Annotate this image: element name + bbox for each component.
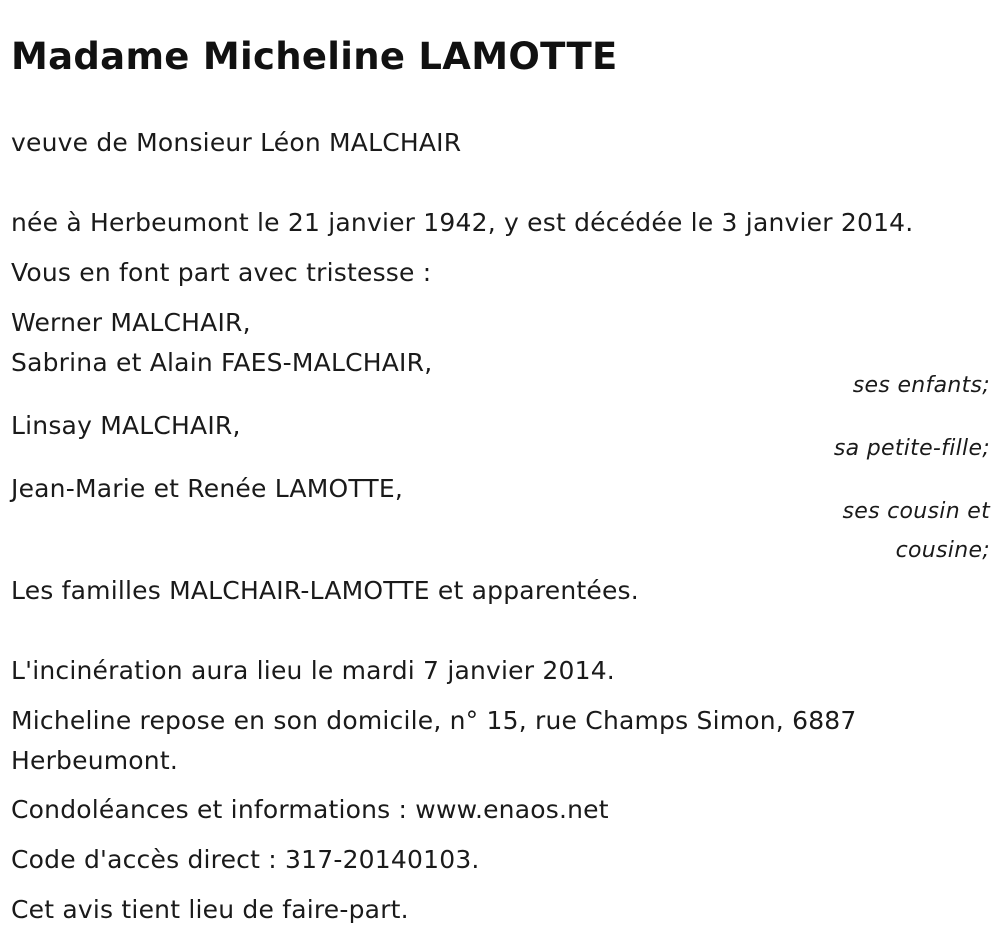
cousins-role-line-2: cousine; <box>895 538 990 563</box>
cremination-line: L'incinération aura lieu le mardi 7 janvier 2014. <box>11 656 615 685</box>
resting-place-line-2: Herbeumont. <box>11 746 178 775</box>
child-2-name: Sabrina et Alain FAES-MALCHAIR, <box>11 348 433 377</box>
deceased-name-title: Madame Micheline LAMOTTE <box>11 35 618 78</box>
access-code-line: Code d'accès direct : 317-20140103. <box>11 845 480 874</box>
children-role: ses enfants; <box>852 373 990 398</box>
announcers-intro: Vous en font part avec tristesse : <box>11 258 432 287</box>
families-line: Les familles MALCHAIR-LAMOTTE et apparentées. <box>11 576 639 605</box>
notice-line: Cet avis tient lieu de faire-part. <box>11 895 409 924</box>
condolences-line: Condoléances et informations : www.enaos.net <box>11 795 609 824</box>
grandchild-name: Linsay MALCHAIR, <box>11 411 241 440</box>
cousins-role-line-1: ses cousin et <box>842 499 990 524</box>
birth-death-line: née à Herbeumont le 21 janvier 1942, y est décédée le 3 janvier 2014. <box>11 208 914 237</box>
cousins-names: Jean-Marie et Renée LAMOTTE, <box>11 474 403 503</box>
child-1-name: Werner MALCHAIR, <box>11 308 251 337</box>
widow-of-line: veuve de Monsieur Léon MALCHAIR <box>11 128 462 157</box>
resting-place-line-1: Micheline repose en son domicile, n° 15, rue Champs Simon, 6887 <box>11 706 857 735</box>
grandchild-role: sa petite-fille; <box>833 436 990 461</box>
